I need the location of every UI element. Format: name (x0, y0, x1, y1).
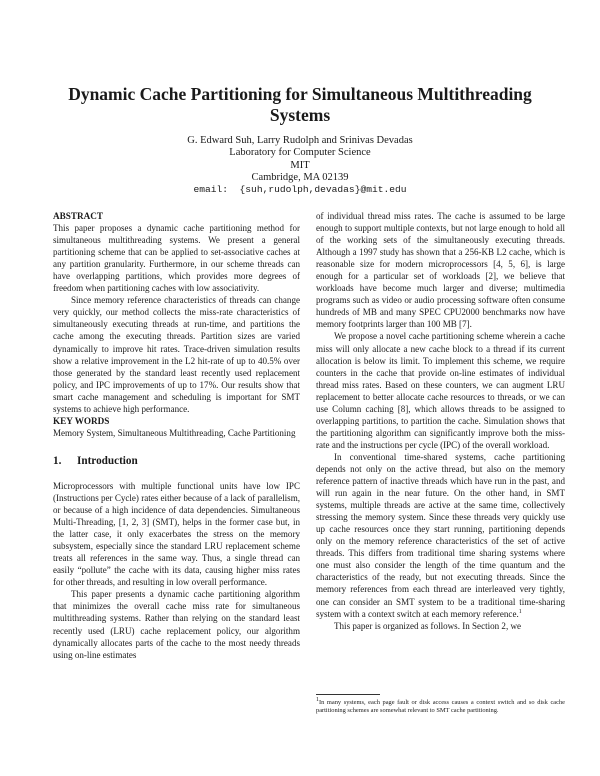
body-paragraph-4: This paper is organized as follows. In Section 2, we (334, 620, 522, 631)
body-paragraph-2: We propose a novel cache partitioning scheme wherein a cache miss will only allocate a new cache block to a thread if its current allocation is below its limit. To implement this scheme, we require counters in the cache that provide on-line estimates of individual thread miss rates. Based on these counters, we can augment LRU replacement to better allocate cache resources to threads, or we can use Column caching [8], which allows threads to be assigned to overlapping partitions, to partition the cache. Simulation shows that the partitioning algorithm can significantly improve both the miss-rate and the instructions per cycle (IPC) of the overall workload. (316, 331, 565, 450)
keywords-text: Memory System, Simultaneous Multithreading, Cache Partitioning (53, 427, 296, 438)
footnote-reference[interactable]: 1 (518, 608, 522, 615)
intro-paragraph-2: This paper presents a dynamic cache partitioning algorithm that minimizes the overall cache miss rate for simultaneous multithreading systems. Rather than relying on the standard least recently used (LRU) cache replacement policy, our algorithm dynamically allocates parts of the cache to the most needy threads using on-line estimates (53, 589, 300, 660)
left-column (53, 210, 300, 661)
affiliation-lab: Laboratory for Computer Science (229, 147, 371, 159)
footnote-divider (316, 694, 380, 695)
paper-title: Dynamic Cache Partitioning for Simultaneous Multithreading Systems (68, 84, 532, 125)
keywords-heading: KEY WORDS (53, 415, 110, 426)
section-title: Introduction (77, 454, 138, 467)
email-address: {suh,rudolph,devadas}@mit.edu (239, 184, 407, 196)
section-number: 1. (53, 454, 62, 467)
author-block (40, 135, 560, 196)
email-label: email: (193, 184, 229, 196)
abstract-paragraph-1: This paper proposes a dynamic cache partitioning method for simultaneous multithreading systems. We present a general partitioning scheme that can be applied to set-associative caches at any partition granularity. Furthermore, in our scheme threads can have overlapping partitions, which provides more degrees of freedom when partitioning caches with low associativity. (53, 223, 300, 294)
right-column (316, 210, 565, 632)
body-paragraph-3 (316, 451, 565, 620)
affiliation-institution: MIT (290, 159, 310, 171)
footnote-text: In many systems, each page fault or disk access causes a context switch and so disk cache partitioning schemes are somewhat relevant to SMT cache partitioning. (316, 699, 565, 715)
affiliation-city: Cambridge, MA 02139 (251, 171, 349, 183)
body-paragraph-1: of individual thread miss rates. The cache is assumed to be large enough to support multiple contexts, but not large enough to hold all of the working sets of the simultaneously executing threads. Although a 1997 study has shown that a 256-KB L2 cache, which is reasonable size for modern microprocessors [4, 5, 6], is large enough for a particular set of workloads [2], we believe that workloads have become much larger and diverse; multimedia programs such as video or audio processing software often consume hundreds of MB and many SPEC CPU2000 benchmarks now have memory footprints larger than 100 MB [7]. (316, 211, 565, 330)
abstract-paragraph-2: Since memory reference characteristics of threads can change very quickly, our method collects the miss-rate characteristics of simultaneously executing threads at run-time, and partitions the cache among the executing threads. Partition sizes are varied dynamically to improve hit rates. Trace-driven simulation results show a relative improvement in the L2 hit-rate of up to 40.5% over those generated by the standard least recently used replacement policy, and IPC improvements of up to 17%. Our results show that smart cache management and scheduling is important for SMT systems to achieve high performance. (53, 295, 300, 414)
intro-paragraph-1: Microprocessors with multiple functional units have low IPC (Instructions per Cycle) rates either because of a lack of parallelism, or because of a high incidence of data dependencies. Simultaneous Multi-Threading, [1, 2, 3] (SMT), helps in the former case but, in the latter case, it only exacerbates the stress on the memory subsystem, especially since the standard LRU replacement scheme treats all references in the same way. Thus, a single thread can easily “pollute” the cache with its data, causing higher miss rates for other threads, and resulting in low overall performance. (53, 480, 300, 588)
email-line (40, 184, 560, 196)
abstract-heading: ABSTRACT (53, 211, 104, 221)
section-heading-introduction (53, 455, 300, 467)
footnote-mark: 1 (316, 696, 319, 703)
body-paragraph-3-text: In conventional time-shared systems, cache partitioning depends not only on the active thread, but also on the memory reference pattern of inactive threads which have run in the past, and will run again in the near future. On the other hand, in SMT systems, multiple threads are active at the same time, collectively stressing the memory system. Since these threads very quickly use up cache resources once they start running, partitioning depends only on the memory reference characteristics of the set of active threads. This differs from traditional time sharing systems where one must also consider the length of the time quantum and the characteristics of the ready, but not executing threads. Since the memory references from each thread are interleaved very tightly, one can consider an SMT system to be a traditional time-sharing system with a context switch at each memory reference. (316, 451, 565, 619)
footnote (316, 696, 565, 715)
author-names: G. Edward Suh, Larry Rudolph and Srinivas Devadas (187, 135, 413, 146)
